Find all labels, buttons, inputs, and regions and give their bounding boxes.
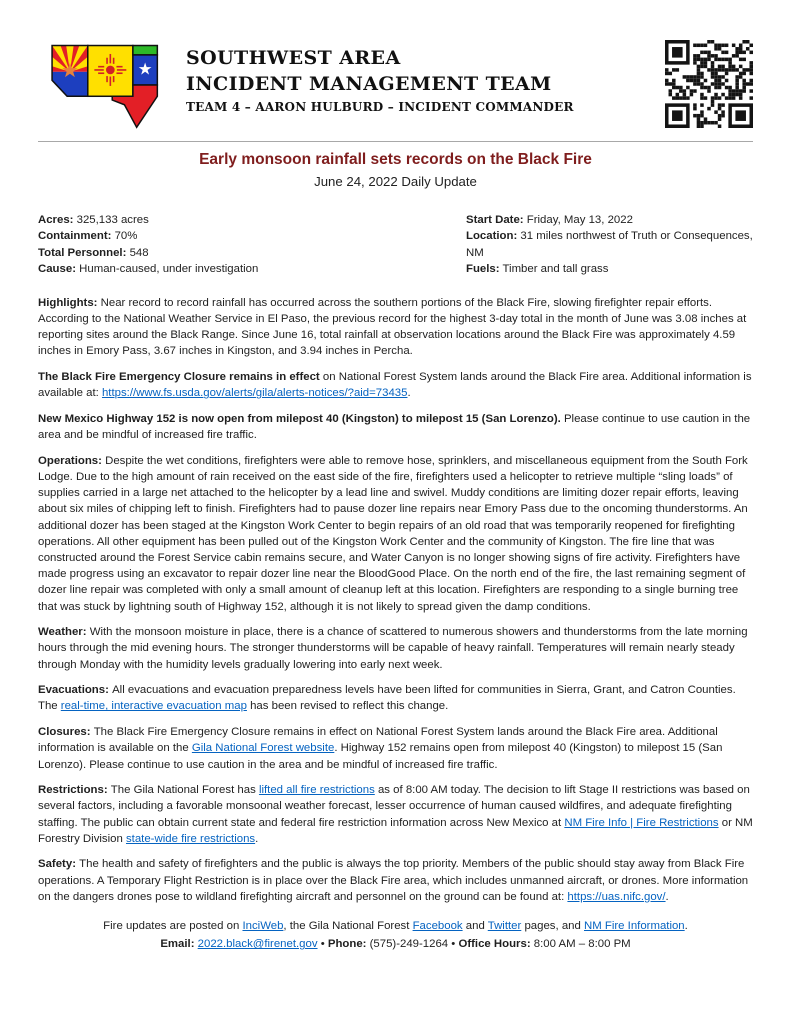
body-paragraph: [38, 856, 753, 905]
stat-value: 325,133 acres: [73, 213, 149, 226]
stat-line: [38, 261, 466, 278]
inline-link[interactable]: InciWeb: [242, 920, 284, 933]
stat-value: 31 miles northwest of Truth or Consequences, NM: [466, 230, 753, 259]
footer-links-line: [38, 918, 753, 934]
stat-value: Friday, May 13, 2022: [523, 213, 633, 226]
inline-link[interactable]: state-wide fire restrictions: [125, 832, 256, 845]
text-run: Evacuations:: [38, 684, 113, 697]
stat-value: Human-caused, under investigation: [75, 263, 259, 276]
text-run: The Black Fire Emergency Closure remains in effect on National Forest System lands around the Black Fire area. Additional information is available on the: [38, 726, 718, 755]
document-footer: [38, 918, 753, 952]
text-run: .: [665, 890, 669, 903]
text-run: (575)-249-1264 •: [369, 938, 459, 951]
fire-stats-left-column: [38, 212, 466, 278]
inline-link[interactable]: real-time, interactive evacuation map: [60, 700, 247, 713]
body-paragraph: [38, 724, 753, 773]
text-run: Restrictions:: [38, 784, 111, 797]
stat-label: Containment:: [38, 230, 112, 243]
inline-link[interactable]: Twitter: [487, 920, 522, 933]
text-run: , the Gila National Forest: [283, 920, 413, 933]
inline-link[interactable]: lifted all fire restrictions: [258, 784, 375, 797]
text-run: and: [462, 920, 488, 933]
text-run: With the monsoon moisture in place, there is a chance of scattered to numerous showers and thunderstorms from the late morning hours through the mid evening hours. The stronger thunderstorms will be capable of heavy rainfall. Temperatures will remain nearly steady through Monday with the humidity levels gradually lowering into early next week.: [38, 626, 748, 671]
org-name-line1: SOUTHWEST AREA: [186, 47, 401, 69]
footer-contact-line: [38, 936, 753, 952]
text-run: .: [407, 387, 411, 400]
body-paragraphs: [38, 295, 753, 905]
inline-link[interactable]: Gila National Forest website: [191, 742, 335, 755]
text-run: Highlights:: [38, 296, 101, 309]
body-paragraph: [38, 682, 753, 714]
inline-link[interactable]: Facebook: [412, 920, 463, 933]
stat-label: Total Personnel:: [38, 246, 127, 259]
text-run: .: [684, 920, 688, 933]
page-subtitle: June 24, 2022 Daily Update: [314, 174, 477, 189]
text-run: as of 8:00 AM today. The decision to lift Stage II restrictions was based on several factors, including a favorable monsoonal weather forecast, lesser occurrence of human caused wildfires, and adequate firefighting staffing. The public can obtain current state and federal fire restriction information across New Mexico at: [38, 784, 750, 829]
text-run: . Highway 152 remains open from milepost 40 (Kingston) to milepost 15 (San Lorenzo). Please continue to use caution in the area and be mindful of increased fire traffic.: [38, 742, 723, 771]
text-run: Please continue to use caution in the area and be mindful of increased fire traffic.: [38, 412, 751, 442]
text-run: Near record to record rainfall has occurred across the southern portions of the Black Fire, slowing firefighter repair efforts. According to the National Weather Service in El Paso, the previous record for the highest 3-day total in the month of June was 3.08 inches at reporting sites around the Black Range. Since June 16, total rainfall at observation locations around the Black Fire was approximately 4.59 inches in Emory Pass, 3.67 inches in Kingston, and 3.94 inches in Percha.: [38, 296, 747, 358]
text-run: The Gila National Forest has: [110, 784, 259, 797]
header-text-block: [186, 38, 665, 116]
text-run: 8:00 AM – 8:00 PM: [533, 938, 631, 951]
inline-link[interactable]: NM Fire Information: [584, 920, 685, 933]
text-run: Safety:: [38, 858, 80, 871]
fire-stats: [38, 212, 753, 278]
text-run: The health and safety of firefighters and the public is always the top priority. Members of the public should stay away from Black Fire operations. A Temporary Flight Restriction is in place over the Black Fire area, which includes unmanned aircraft, or drones. More information on the dangers drones pose to wildland firefighting aircraft and personnel on the ground can be found at:: [38, 858, 749, 903]
text-run: Closures:: [38, 726, 94, 739]
stat-label: Cause:: [38, 263, 76, 276]
text-run: •: [317, 938, 328, 951]
text-run: The Black Fire Emergency Closure remains in effect: [38, 371, 320, 384]
text-run: All evacuations and evacuation preparedness levels have been lifted for communities in Sierra, Grant, and Catron Counties. The: [38, 684, 736, 713]
stat-line: [38, 212, 466, 229]
text-run: Operations:: [38, 454, 106, 467]
qr-code-icon: [665, 40, 753, 128]
stat-line: [38, 245, 466, 262]
text-run: Weather:: [38, 626, 90, 639]
text-run: has been revised to reflect this change.: [246, 700, 449, 713]
text-run: pages, and: [521, 920, 584, 933]
inline-link[interactable]: https://www.fs.usda.gov/alerts/gila/alerts-notices/?aid=73435: [101, 387, 408, 400]
body-paragraph: [38, 369, 753, 401]
page-title: Early monsoon rainfall sets records on the Black Fire: [199, 151, 592, 168]
org-name-line2: INCIDENT MANAGEMENT TEAM: [186, 72, 552, 95]
inline-link[interactable]: https://uas.nifc.gov/: [567, 890, 666, 903]
text-run: New Mexico Highway 152 is now open from milepost 40 (Kingston) to milepost 15 (San Lorenzo).: [38, 412, 561, 425]
stat-line: [38, 228, 466, 245]
team-commander-line: TEAM 4 – AARON HULBURD – INCIDENT COMMANDER: [186, 100, 574, 115]
body-paragraph: [38, 453, 753, 615]
text-run: .: [255, 832, 259, 845]
stat-line: [466, 212, 753, 229]
text-run: or NM Forestry Division: [38, 816, 753, 845]
stat-label: Location:: [466, 230, 518, 243]
stat-line: [466, 228, 753, 261]
body-paragraph: [38, 411, 753, 443]
stat-value: 548: [126, 246, 149, 259]
stat-label: Acres:: [38, 213, 74, 226]
body-paragraph: [38, 295, 753, 360]
stat-label: Fuels:: [466, 263, 500, 276]
stat-value: 70%: [111, 230, 138, 243]
text-run: on National Forest System lands around the Black Fire area. Additional information is available at:: [38, 371, 752, 400]
inline-link[interactable]: 2022.black@firenet.gov: [197, 938, 318, 951]
body-paragraph: [38, 624, 753, 673]
inline-link[interactable]: NM Fire Info | Fire Restrictions: [564, 816, 719, 829]
document-header: [38, 38, 753, 132]
body-paragraph: [38, 782, 753, 847]
text-run: Phone:: [327, 938, 370, 951]
stat-value: Timber and tall grass: [499, 263, 609, 276]
header-divider: [38, 141, 753, 142]
fire-stats-right-column: [466, 212, 753, 278]
text-run: Fire updates are posted on: [103, 920, 243, 933]
text-run: Office Hours:: [458, 938, 534, 951]
text-run: Email:: [160, 938, 198, 951]
text-run: Despite the wet conditions, firefighters were able to remove hose, sprinklers, and miscellaneous equipment from the South Fork Lodge. Due to the high amount of rain received on the east side of the fire, firefighters used a helicopter to retrieve multiple “sling loads” of supplies carried in a large net attached to the helicopter by a lead line and swivel. Muddy conditions are limiting dozer repair efforts, leaving about six miles of chipping left to finish. Firefighters had to pause dozer line repairs near Emory Pass due to the oncoming thunderstorms. An additional dozer has been staged at the Kingston Work Center to begin repairs of an old road that was temporarily reopened for firefighting operations. All other equipment has been pulled out of the Kingston Work Center and the community of Kingston. The fire line that was constructed around the Forest Service cabin remains secure, and Water Canyon is no longer showing signs of fire activity. Firefighters have made progress using an excavator to repair dozer line near the BloodGood Place. On the north end of the fire, the last remaining segment of dozer line repair was completed with only a small amount of cleanup left at this location. Firefighters are responding to a single burning tree that was stuck by lightning south of Highway 152, although it is not likely to spread given the damp conditions.: [38, 454, 748, 613]
stat-label: Start Date:: [466, 213, 524, 226]
southwest-area-imt-logo-icon: [38, 38, 162, 132]
stat-line: [466, 261, 753, 278]
